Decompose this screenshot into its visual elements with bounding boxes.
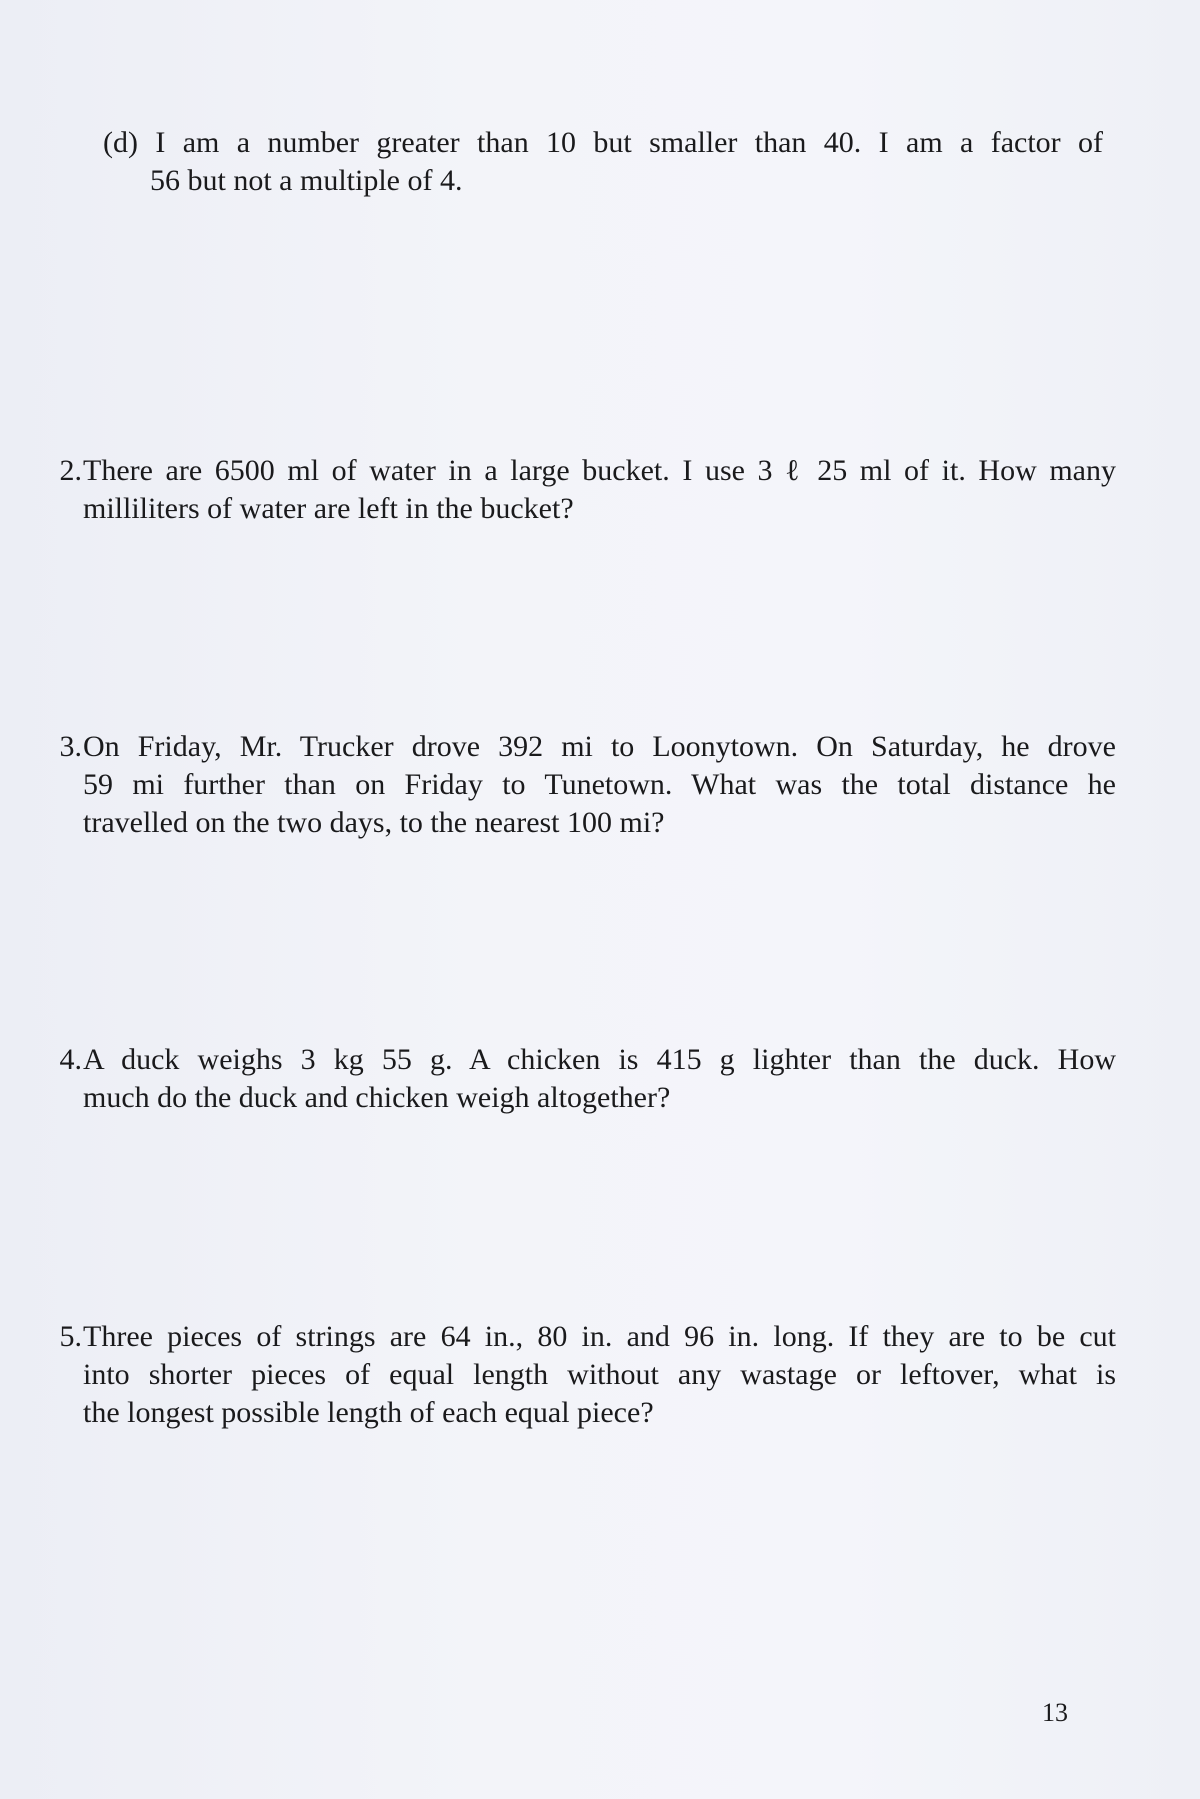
question-2-line-2: milliliters of water are left in the bucket?: [83, 492, 574, 525]
question-4-number: 4.: [59, 1043, 82, 1076]
question-3-line-3: travelled on the two days, to the nearest 100 mi?: [83, 806, 665, 839]
question-2-number: 2.: [59, 454, 82, 487]
question-3-number: 3.: [59, 730, 82, 763]
question-4-line-1: A duck weighs 3 kg 55 g. A chicken is 415 g lighter than the duck. How: [83, 1043, 1116, 1076]
question-5-line-2: into shorter pieces of equal length without any wastage or leftover, what is: [83, 1358, 1116, 1391]
sub-question-d: [103, 124, 1103, 200]
question-3-text: [83, 728, 1116, 842]
question-4-text: [83, 1041, 1116, 1117]
question-5-line-1: Three pieces of strings are 64 in., 80 in. and 96 in. long. If they are to be cut: [83, 1320, 1116, 1353]
question-2: [36, 452, 1116, 528]
sub-question-d-label: (d): [103, 126, 138, 159]
page-number: 13: [1042, 1698, 1068, 1727]
question-2-text: [83, 452, 1116, 528]
question-2-line-1: There are 6500 ml of water in a large bucket. I use 3 ℓ 25 ml of it. How many: [83, 454, 1116, 487]
sub-question-d-line-1: [103, 124, 1103, 162]
sub-question-d-text-1: I am a number greater than 10 but smaller than 40. I am a factor of: [155, 126, 1104, 159]
question-5-line-3: the longest possible length of each equal piece?: [83, 1396, 654, 1429]
question-3-line-2: 59 mi further than on Friday to Tunetown. What was the total distance he: [83, 768, 1116, 801]
question-4-line-2: much do the duck and chicken weigh altogether?: [83, 1081, 671, 1114]
sub-question-d-line-2: 56 but not a multiple of 4.: [150, 164, 463, 197]
question-3-line-1: On Friday, Mr. Trucker drove 392 mi to Loonytown. On Saturday, he drove: [83, 730, 1116, 763]
question-5-number: 5.: [59, 1320, 82, 1353]
question-4: [36, 1041, 1116, 1117]
question-5: [36, 1318, 1116, 1432]
question-5-text: [83, 1318, 1116, 1432]
question-3: [36, 728, 1116, 842]
